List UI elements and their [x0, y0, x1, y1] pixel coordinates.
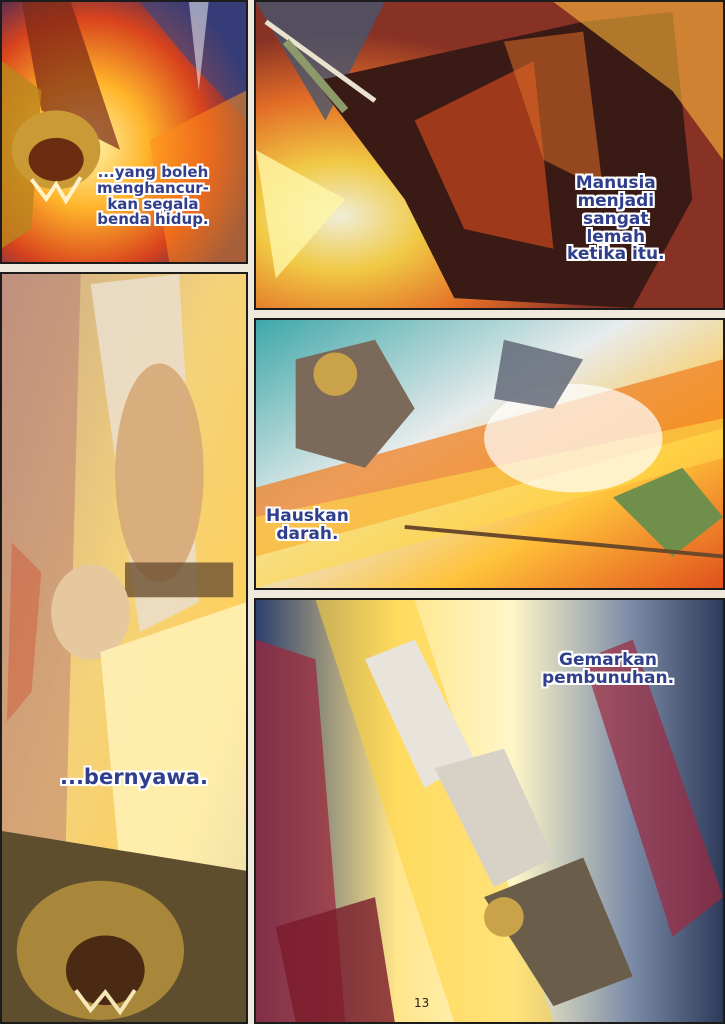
panel-3-art [2, 274, 246, 1022]
panel-5 [254, 598, 725, 1024]
caption-line: ...bernyawa. [60, 765, 208, 789]
caption-line: menjadi [577, 190, 655, 211]
panel-3-caption [60, 766, 208, 788]
panel-3 [0, 272, 248, 1024]
panel-4-caption [266, 508, 349, 544]
caption-line: menghancur- [97, 178, 209, 197]
caption-line: Manusia [575, 173, 656, 193]
caption-line: darah. [276, 523, 339, 544]
panel-4-art [256, 320, 723, 588]
caption-line: ...yang boleh [97, 163, 209, 181]
caption-line: sangat [583, 208, 649, 229]
page-number: 13 [414, 996, 430, 1010]
panel-5-caption [542, 652, 674, 688]
caption-line: kan segala [107, 194, 199, 213]
panel-2 [254, 0, 725, 310]
caption-line: Hauskan [266, 506, 349, 526]
panel-2-caption [567, 175, 665, 264]
panel-1-caption [97, 165, 209, 228]
caption-line: Gemarkan [559, 650, 657, 670]
caption-line: ketika itu. [567, 244, 665, 265]
panel-1 [0, 0, 248, 264]
caption-line: lemah [586, 226, 646, 247]
caption-line: benda hidup. [97, 210, 209, 229]
panel-4 [254, 318, 725, 590]
caption-line: pembunuhan. [542, 667, 675, 688]
